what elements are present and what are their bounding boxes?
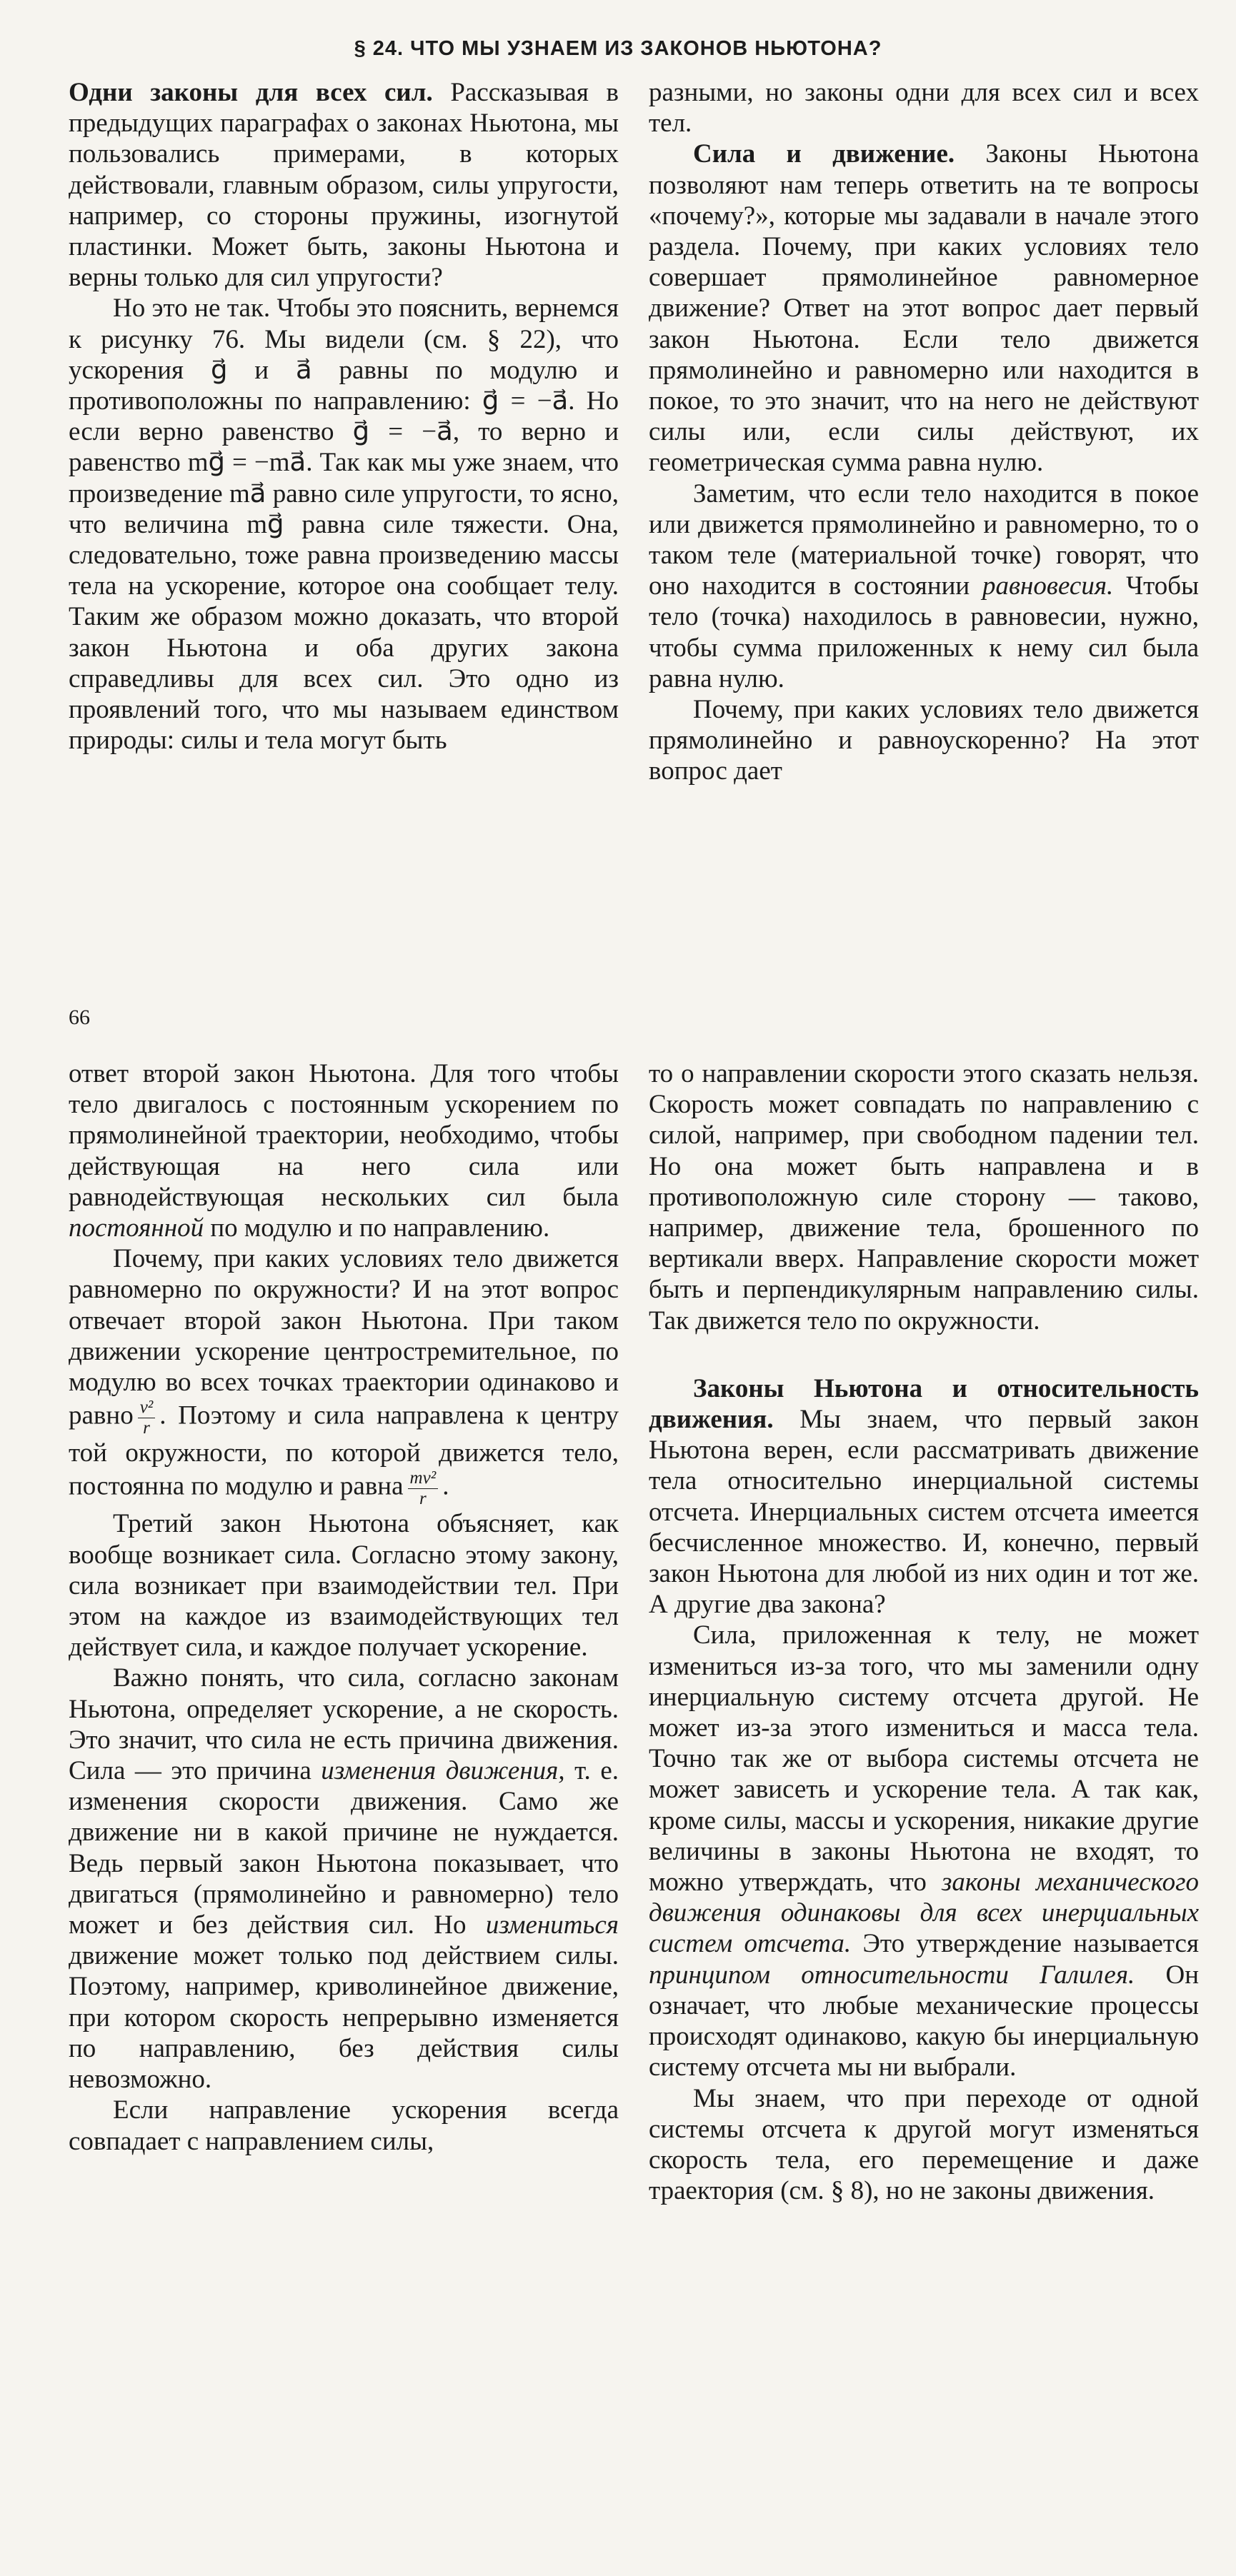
fraction-denominator: r: [143, 1418, 150, 1438]
paragraph-text: движение может только под действием силы. Поэтому, например, криволинейное движение, при котором скорость непрерывно изменяется по направлению, без действия силы невозможно.: [69, 1941, 619, 2095]
paragraph-text: то о направлении скорости этого сказать нельзя. Скорость может совпадать по направлению с силой, например, при свободном падении тел. Но она может быть направлена и в противоположную силе сторону — таково, например, движение тела, брошенного по вертикали вверх. Направление скорости может быть и перпендикулярным направлению силы. Так движется тело по окружности.: [649, 1059, 1199, 1335]
paragraph-text: Важно понять, что сила, согласно законам Ньютона, определяет ускорение, а не скорость. Это значит, что сила не есть причина движения. Сила — это причина: [69, 1663, 619, 1786]
paragraph: [649, 77, 1199, 139]
paragraph: [69, 1243, 619, 1508]
paragraph: [69, 1663, 619, 2095]
paragraph: [69, 2095, 619, 2156]
paragraph-text: Почему, при каких условиях тело движется прямолинейно и равноускоренно? На этот вопрос дает: [649, 695, 1199, 786]
paragraph-text: Это утверждение называется: [851, 1929, 1199, 1959]
paragraph-text: Почему, при каких условиях тело движется равномерно по окружности? И на этот вопрос отвечает второй закон Ньютона. При таком движении ускорение центростремительное, по модулю во всех точках траектории одинаково и равно: [69, 1244, 619, 1430]
section-heading: § 24. ЧТО МЫ УЗНАЕМ ИЗ ЗАКОНОВ НЬЮТОНА?: [354, 37, 882, 60]
paragraph-text: . Поэтому и сила направлена к центру той окружности, по которой движется тело, постоянна по модулю и равна: [69, 1400, 619, 1501]
page2-right-column: [649, 1058, 1199, 2206]
paragraph-text: Заметим, что если тело находится в покое или движется прямолинейно и равномерно, то о таком теле (материальной точке) говорят, что оно находится в состоянии: [649, 478, 1199, 601]
paragraph-text: Третий закон Ньютона объясняет, как вообще возникает сила. Согласно этому закону, сила возникает при взаимодействии тел. При этом на каждое из взаимодействующих тел действует сила, и каждое получает ускорение.: [69, 1509, 619, 1663]
page1-right-column: [649, 77, 1199, 787]
paragraph-text: Законы Ньютона позволяют нам теперь ответить на те вопросы «почему?», которые мы задавали в начале этого раздела. Почему, при каких условиях тело совершает прямолинейное равномерное движение? Ответ на этот вопрос дает первый закон Ньютона. Если тело движется прямолинейно и равномерно или находится в покое, то это значит, что на него не действуют силы или, если силы действуют, их геометрическая сумма равна нулю.: [649, 139, 1199, 478]
page-number: 66: [69, 1006, 90, 1029]
paragraph-text: Рассказывая в предыдущих параграфах о законах Ньютона, мы пользовались примерами, в которых действовали, главным образом, силы упругости, например, со стороны пружины, изогнутой пластинки. Может быть, законы Ньютона и верны только для сил упругости?: [69, 78, 619, 293]
paragraph: [69, 1058, 619, 1243]
paragraph-text: Чтобы тело (точка) находилось в равновесии, нужно, чтобы сумма приложенных к нему сил была равна нулю.: [649, 571, 1199, 693]
page1-left-column: [69, 77, 619, 756]
paragraph: [649, 139, 1199, 478]
fraction-numerator: mv²: [408, 1468, 439, 1489]
emphasis: принципом относительности Галилея.: [649, 1960, 1135, 1990]
emphasis: изменения движения,: [321, 1756, 565, 1786]
paragraph: [649, 1058, 1199, 1336]
fraction-numerator: v²: [138, 1398, 156, 1418]
paragraph-title: Одни законы для всех сил.: [69, 78, 433, 107]
emphasis: измениться: [485, 1910, 619, 1940]
emphasis: равновесия.: [982, 571, 1114, 601]
fraction-denominator: r: [419, 1488, 427, 1508]
paragraph-text: ответ второй закон Ньютона. Для того чтобы тело двигалось с постоянным ускорением по прямолинейной траектории, необходимо, чтобы действующая на него сила или равнодействующая нескольких сил была: [69, 1059, 619, 1212]
paragraph: [649, 1373, 1199, 1620]
paragraph-title: Сила и движение.: [693, 139, 955, 169]
paragraph-text: .: [442, 1471, 449, 1501]
paragraph: [69, 77, 619, 293]
page-bottom: [0, 1043, 1236, 2576]
paragraph: [649, 2083, 1199, 2207]
paragraph-text: Но это не так. Чтобы это пояснить, вернемся к рисунку 76. Мы видели (см. § 22), что ускорения g⃗ и a⃗ равны по модулю и противоположны по направлению: g⃗ = −a⃗. Но если верно равенство g⃗ = −a⃗, то верно и равенство mg⃗ = −ma⃗. Так как мы уже знаем, что произведение ma⃗ равно силе упругости, то ясно, что величина mg⃗ равна силе тяжести. Она, следовательно, тоже равна произведению массы тела на ускорение, которое она сообщает телу. Таким же образом можно доказать, что второй закон Ньютона и оба других закона справедливы для всех сил. Это одно из проявлений того, что мы называем единством природы: силы и тела могут быть: [69, 294, 619, 756]
paragraph-title: Законы Ньютона и относительность движения.: [649, 1373, 1199, 1435]
paragraph: [69, 293, 619, 756]
emphasis: постоянной: [69, 1213, 204, 1243]
paragraph: [649, 478, 1199, 694]
paragraph: [649, 694, 1199, 787]
paragraph: [69, 1508, 619, 1663]
paragraph-text: т. е. изменения скорости движения. Само же движение ни в какой причине не нуждается. Ведь первый закон Ньютона показывает, что двигаться (прямолинейно и равномерно) тело может и без действия сил. Но: [69, 1756, 619, 1940]
emphasis: законы механического движения одинаковы для всех инерциальных систем отсчета.: [649, 1868, 1199, 1959]
paragraph-text: разными, но законы одни для всех сил и всех тел.: [649, 78, 1199, 139]
paragraph-text: Мы знаем, что при переходе от одной системы отсчета к другой могут изменяться скорость тела, его перемещение и даже траектория (см. § 8), но не законы движения.: [649, 2083, 1199, 2206]
paragraph-text: Сила, приложенная к телу, не может измениться из-за того, что мы заменили одну инерциальную систему отсчета другой. Не может из-за этого измениться и масса тела. Точно так же от выбора системы отсчета не может зависеть и ускорение тела. А так как, кроме силы, массы и ускорения, никакие другие величины в законы Ньютона не входят, то можно утверждать, что: [649, 1620, 1199, 1898]
paragraph: [649, 1620, 1199, 2083]
fraction: [408, 1468, 439, 1508]
page-top: [0, 0, 1236, 1043]
paragraph-text: Если направление ускорения всегда совпадает с направлением силы,: [69, 2095, 619, 2156]
paragraph-text: Мы знаем, что первый закон Ньютона верен, если рассматривать движение тела относительно инерциальной системы отсчета. Инерциальных систем отсчета имеется бесчисленное множество. И, конечно, первый закон Ньютона для любой из них один и тот же. А другие два закона?: [649, 1405, 1199, 1620]
paragraph-text: Он означает, что любые механические процессы происходят одинаково, какую бы инерциальную систему отсчета мы ни выбрали.: [649, 1960, 1199, 2083]
fraction: [138, 1398, 156, 1438]
paragraph-text: по модулю и по направлению.: [204, 1213, 550, 1243]
page2-left-column: [69, 1058, 619, 2157]
